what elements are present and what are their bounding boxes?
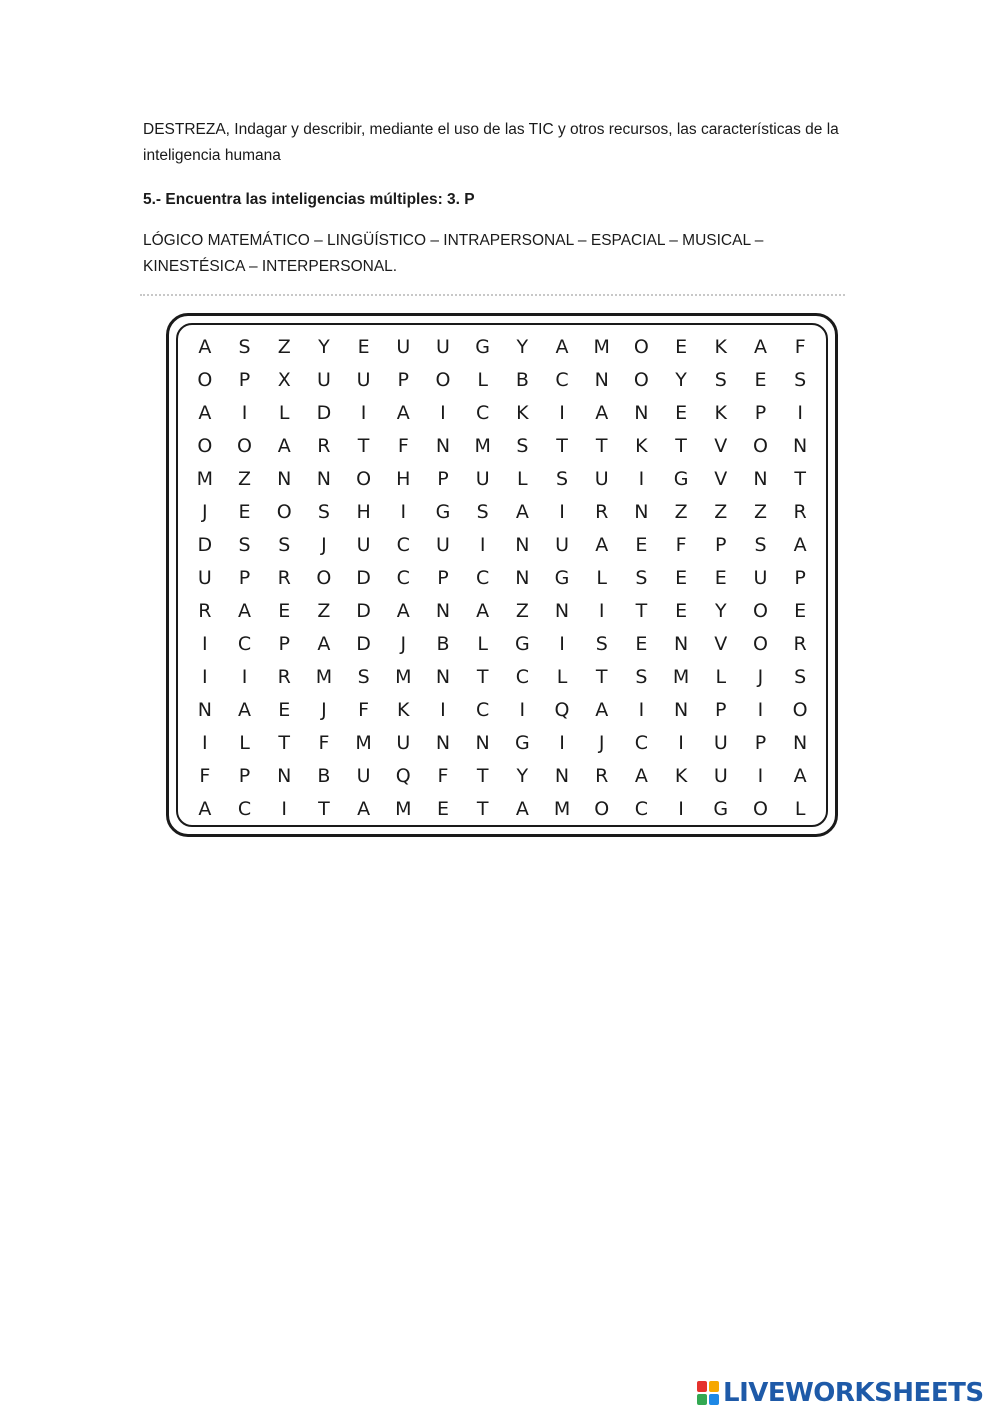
grid-cell[interactable]: A — [793, 764, 807, 787]
grid-cell[interactable]: I — [757, 698, 764, 721]
grid-cell[interactable]: A — [198, 401, 212, 424]
grid-cell[interactable]: A — [515, 500, 529, 523]
grid-cell[interactable]: F — [437, 764, 449, 787]
grid-cell[interactable]: M — [395, 665, 412, 688]
grid-cell[interactable]: O — [594, 797, 610, 820]
grid-cell[interactable]: F — [199, 764, 211, 787]
grid-cell[interactable]: M — [395, 797, 412, 820]
grid-cell[interactable]: F — [358, 698, 370, 721]
grid-cell[interactable]: R — [277, 566, 291, 589]
grid-cell[interactable]: S — [794, 665, 807, 688]
grid-cell[interactable]: J — [321, 698, 327, 721]
grid-cell[interactable]: J — [598, 731, 605, 754]
grid-cell[interactable]: I — [440, 698, 446, 721]
grid-cell[interactable]: R — [793, 632, 807, 655]
grid-cell[interactable]: F — [675, 533, 687, 556]
grid-cell[interactable]: D — [316, 401, 332, 424]
grid-cell[interactable]: A — [515, 797, 529, 820]
grid-cell[interactable]: L — [477, 368, 488, 391]
grid-cell[interactable]: I — [202, 665, 208, 688]
grid-cell[interactable]: C — [634, 731, 649, 754]
grid-cell[interactable]: S — [595, 632, 608, 655]
grid-cell[interactable]: P — [238, 566, 251, 589]
grid-cell[interactable]: J — [400, 632, 407, 655]
grid-cell[interactable]: N — [277, 764, 292, 787]
grid-cell[interactable]: J — [202, 500, 208, 523]
grid-cell[interactable]: P — [238, 764, 251, 787]
grid-cell[interactable]: K — [397, 698, 410, 721]
grid-cell[interactable]: Z — [238, 467, 252, 490]
grid-cell[interactable]: E — [754, 368, 767, 391]
grid-cell[interactable]: N — [554, 764, 570, 787]
liveworksheets-mark-icon — [697, 1381, 719, 1405]
grid-cell[interactable]: I — [797, 401, 803, 424]
grid-cell[interactable]: A — [476, 599, 490, 622]
grid-cell[interactable]: T — [476, 764, 489, 787]
grid-cell[interactable]: R — [595, 500, 609, 523]
grid-cell[interactable]: A — [396, 599, 410, 622]
grid-cell[interactable]: C — [476, 698, 490, 721]
grid-cell[interactable]: A — [595, 698, 609, 721]
word-list: LÓGICO MATEMÁTICO – LINGÜÍSTICO – INTRAPERSONAL – ESPACIAL – MUSICAL – KINESTÉSICA – INTERPERSONAL. — [143, 232, 764, 275]
grid-cell[interactable]: J — [757, 665, 764, 688]
grid-cell[interactable]: I — [440, 401, 446, 424]
grid-cell[interactable]: U — [356, 368, 371, 391]
grid-cell[interactable]: S — [516, 434, 529, 457]
grid-cell[interactable]: Y — [675, 368, 687, 391]
grid-cell[interactable]: S — [238, 533, 251, 556]
grid-cell[interactable]: S — [317, 500, 330, 523]
grid-cell[interactable]: I — [479, 533, 486, 556]
grid-cell[interactable]: E — [675, 566, 688, 589]
grid-cell[interactable]: A — [277, 434, 291, 457]
grid-cell[interactable]: T — [794, 467, 806, 490]
grid-cell[interactable]: L — [517, 467, 528, 490]
grid-cell[interactable]: P — [397, 368, 410, 391]
grid-cell[interactable]: N — [435, 599, 451, 622]
grid-cell[interactable]: C — [555, 368, 569, 391]
grid-cell[interactable]: I — [559, 401, 565, 424]
grid-cell[interactable]: Y — [714, 599, 727, 622]
grid-cell[interactable]: S — [635, 566, 648, 589]
grid-cell[interactable]: O — [752, 797, 768, 820]
grid-cell[interactable]: N — [435, 731, 451, 754]
grid-cell[interactable]: U — [356, 764, 371, 787]
grid-cell[interactable]: I — [241, 665, 248, 688]
grid-cell[interactable]: I — [638, 467, 645, 490]
grid-cell[interactable]: O — [197, 434, 213, 457]
grid-cell[interactable]: U — [436, 335, 450, 358]
grid-cell[interactable]: P — [437, 566, 449, 589]
grid-cell[interactable]: U — [594, 467, 609, 490]
grid-cell[interactable]: P — [238, 368, 251, 391]
grid-cell[interactable]: G — [554, 566, 570, 589]
grid-cell[interactable]: K — [516, 401, 529, 424]
grid-cell[interactable]: T — [357, 434, 370, 457]
grid-cell[interactable]: A — [317, 632, 331, 655]
grid-cell[interactable]: N — [634, 401, 649, 424]
grid-cell[interactable]: A — [357, 797, 371, 820]
grid-cell[interactable]: G — [435, 500, 451, 523]
grid-cell[interactable]: U — [555, 533, 569, 556]
grid-cell[interactable]: E — [635, 533, 648, 556]
grid-cell[interactable]: T — [278, 731, 291, 754]
grid-cell[interactable]: Z — [277, 335, 291, 358]
grid-cell[interactable]: M — [553, 797, 571, 820]
grid-cell[interactable]: F — [794, 335, 806, 358]
grid-cell[interactable]: T — [595, 434, 608, 457]
grid-cell[interactable]: D — [197, 533, 213, 556]
grid-cell[interactable]: B — [317, 764, 331, 787]
grid-cell[interactable]: S — [278, 533, 291, 556]
grid-cell[interactable]: D — [356, 632, 371, 655]
grid-cell[interactable]: P — [437, 467, 449, 490]
grid-cell[interactable]: R — [317, 434, 331, 457]
grid-cell[interactable]: I — [400, 500, 407, 523]
grid-cell[interactable]: I — [638, 698, 645, 721]
grid-cell[interactable]: N — [594, 368, 609, 391]
grid-cell[interactable]: P — [754, 401, 767, 424]
grid-cell[interactable]: L — [556, 665, 568, 688]
logo-square-e — [709, 1394, 719, 1405]
grid-cell[interactable]: E — [675, 401, 688, 424]
grid-cell[interactable]: S — [635, 665, 648, 688]
grid-cell[interactable]: L — [794, 797, 806, 820]
grid-cell[interactable]: N — [793, 434, 808, 457]
grid-cell[interactable]: K — [674, 764, 688, 787]
grid-cell[interactable]: A — [555, 335, 569, 358]
grid-cell[interactable]: M — [196, 467, 214, 490]
grid-cell[interactable]: A — [238, 698, 252, 721]
grid-cell[interactable]: L — [278, 401, 290, 424]
grid-cell[interactable]: K — [635, 434, 648, 457]
logo-square-l — [697, 1381, 707, 1392]
grid-cell[interactable]: P — [715, 533, 727, 556]
grid-cell[interactable]: D — [356, 566, 371, 589]
grid-cell[interactable]: E — [714, 566, 727, 589]
grid-cell[interactable]: C — [476, 566, 490, 589]
grid-cell[interactable]: O — [276, 500, 292, 523]
grid-cell[interactable]: T — [595, 665, 608, 688]
grid-cell[interactable]: V — [714, 434, 728, 457]
grid-cell[interactable]: B — [436, 632, 450, 655]
grid-cell[interactable]: U — [753, 566, 768, 589]
grid-cell[interactable]: N — [316, 467, 332, 490]
grid-cell[interactable]: X — [277, 368, 291, 391]
grid-cell[interactable]: N — [673, 698, 689, 721]
grid-cell[interactable]: N — [475, 731, 490, 754]
grid-cell[interactable]: O — [633, 368, 649, 391]
dotted-separator — [140, 294, 845, 302]
grid-cell[interactable]: J — [321, 533, 327, 556]
grid-cell[interactable]: S — [476, 500, 489, 523]
grid-cell[interactable]: H — [396, 467, 411, 490]
grid-cell[interactable]: M — [355, 731, 372, 754]
grid-cell[interactable]: O — [237, 434, 253, 457]
grid-cell[interactable]: T — [556, 434, 568, 457]
grid-cell[interactable]: M — [315, 665, 333, 688]
logo-square-i — [709, 1381, 719, 1392]
grid-cell[interactable]: C — [396, 533, 410, 556]
grid-cell[interactable]: I — [202, 632, 208, 655]
grid-cell[interactable]: E — [436, 797, 449, 820]
grid-cell[interactable]: T — [476, 665, 489, 688]
grid-cell[interactable]: U — [316, 368, 331, 391]
grid-cell[interactable]: M — [672, 665, 690, 688]
grid-cell[interactable]: F — [318, 731, 330, 754]
grid-cell[interactable]: F — [397, 434, 409, 457]
grid-cell[interactable]: O — [356, 467, 372, 490]
grid-cell[interactable]: N — [673, 632, 689, 655]
grid-cell[interactable]: I — [360, 401, 367, 424]
grid-cell[interactable]: A — [396, 401, 410, 424]
grid-cell[interactable]: S — [556, 467, 569, 490]
grid-cell[interactable]: D — [356, 599, 371, 622]
grid-cell[interactable]: K — [714, 401, 728, 424]
grid-cell[interactable]: E — [794, 599, 807, 622]
grid-cell[interactable]: R — [793, 500, 807, 523]
grid-cell[interactable]: I — [281, 797, 288, 820]
grid-cell[interactable]: A — [238, 599, 252, 622]
grid-cell[interactable]: U — [396, 335, 411, 358]
task-instruction: 5.- Encuentra las inteligencias múltiples: 3. P — [143, 191, 475, 208]
brand-name: LIVEWORKSHEETS — [723, 1378, 984, 1408]
grid-cell[interactable]: I — [598, 599, 605, 622]
grid-cell[interactable]: I — [678, 731, 684, 754]
grid-cell[interactable]: C — [237, 632, 252, 655]
grid-cell[interactable]: Y — [516, 335, 529, 358]
grid-cell[interactable]: L — [596, 566, 608, 589]
grid-cell[interactable]: R — [277, 665, 291, 688]
grid-cell[interactable]: E — [278, 698, 291, 721]
grid-cell[interactable]: G — [514, 731, 530, 754]
grid-cell[interactable]: A — [198, 797, 212, 820]
grid-cell[interactable]: I — [241, 401, 248, 424]
grid-cell[interactable]: N — [435, 434, 451, 457]
grid-cell[interactable]: A — [595, 533, 609, 556]
grid-cell[interactable]: C — [237, 797, 252, 820]
grid-cell[interactable]: O — [316, 566, 332, 589]
grid-cell[interactable]: Z — [515, 599, 529, 622]
grid-cell[interactable]: C — [634, 797, 649, 820]
grid-cell[interactable]: A — [793, 533, 807, 556]
grid-cell[interactable]: N — [515, 566, 530, 589]
grid-cell[interactable]: S — [357, 665, 370, 688]
grid-cell[interactable]: N — [634, 500, 649, 523]
grid-cell[interactable]: E — [635, 632, 648, 655]
grid-cell[interactable]: N — [753, 467, 768, 490]
grid-cell[interactable]: S — [794, 368, 807, 391]
grid-cell[interactable]: M — [474, 434, 491, 457]
grid-cell[interactable]: P — [794, 566, 806, 589]
grid-cell[interactable]: S — [238, 335, 251, 358]
grid-cell[interactable]: Y — [318, 335, 330, 358]
grid-cell[interactable]: T — [476, 797, 489, 820]
grid-cell[interactable]: H — [356, 500, 371, 523]
grid-cell[interactable]: V — [714, 467, 728, 490]
grid-cell[interactable]: O — [435, 368, 451, 391]
liveworksheets-logo — [697, 1376, 984, 1410]
grid-cell[interactable]: Q — [554, 698, 570, 721]
grid-cell[interactable]: L — [715, 665, 727, 688]
grid-cell[interactable]: L — [477, 632, 488, 655]
grid-cell[interactable]: E — [675, 599, 688, 622]
grid-cell[interactable]: I — [757, 764, 764, 787]
grid-cell[interactable]: Q — [395, 764, 411, 787]
grid-cell[interactable]: A — [595, 401, 609, 424]
grid-cell[interactable]: G — [673, 467, 689, 490]
grid-cell[interactable]: Z — [674, 500, 688, 523]
grid-cell[interactable]: O — [752, 434, 768, 457]
grid-cell[interactable]: U — [356, 533, 371, 556]
destreza-text: DESTREZA, Indagar y describir, mediante el uso de las TIC y otros recursos, las características de la inteligencia humana — [143, 121, 839, 164]
grid-cell[interactable]: P — [754, 731, 767, 754]
grid-cell[interactable]: C — [476, 401, 490, 424]
grid-cell[interactable]: A — [198, 335, 212, 358]
grid-cell[interactable]: U — [197, 566, 212, 589]
grid-cell[interactable]: E — [675, 335, 688, 358]
grid-cell[interactable]: V — [714, 632, 728, 655]
grid-cell[interactable]: N — [277, 467, 292, 490]
grid-cell[interactable]: R — [198, 599, 212, 622]
grid-cell[interactable]: N — [435, 665, 451, 688]
grid-cell[interactable]: Z — [753, 500, 767, 523]
grid-cell[interactable]: L — [239, 731, 250, 754]
word-search-grid[interactable] — [185, 330, 820, 825]
grid-cell[interactable]: C — [396, 566, 410, 589]
grid-cell[interactable]: G — [713, 797, 729, 820]
grid-cell[interactable]: I — [202, 731, 208, 754]
grid-cell[interactable]: B — [515, 368, 529, 391]
grid-cell[interactable]: S — [714, 368, 727, 391]
grid-cell[interactable]: O — [752, 632, 768, 655]
grid-cell[interactable]: E — [278, 599, 291, 622]
grid-cell[interactable]: I — [559, 632, 565, 655]
grid-cell[interactable]: E — [238, 500, 251, 523]
grid-cell[interactable]: U — [396, 731, 411, 754]
grid-cell[interactable]: U — [713, 764, 728, 787]
grid-cell[interactable]: I — [678, 797, 684, 820]
grid-cell[interactable]: T — [635, 599, 648, 622]
grid-cell[interactable]: O — [633, 335, 649, 358]
grid-cell[interactable]: G — [514, 632, 530, 655]
grid-cell[interactable]: C — [515, 665, 529, 688]
grid-cell[interactable]: T — [318, 797, 330, 820]
grid-cell[interactable]: M — [593, 335, 610, 358]
grid-cell[interactable]: N — [197, 698, 212, 721]
grid-cell[interactable]: S — [754, 533, 767, 556]
grid-cell[interactable]: N — [554, 599, 570, 622]
grid-cell[interactable]: A — [634, 764, 648, 787]
grid-cell[interactable]: Z — [317, 599, 331, 622]
grid-cell[interactable]: A — [753, 335, 767, 358]
grid-cell[interactable]: Y — [516, 764, 529, 787]
logo-square-v — [697, 1394, 707, 1405]
grid-cell[interactable]: R — [595, 764, 609, 787]
grid-cell[interactable]: Z — [714, 500, 728, 523]
grid-cell[interactable]: N — [515, 533, 530, 556]
grid-cell[interactable]: U — [475, 467, 490, 490]
grid-cell[interactable]: G — [475, 335, 491, 358]
grid-cell[interactable]: P — [715, 698, 727, 721]
grid-cell[interactable]: O — [792, 698, 808, 721]
grid-cell[interactable]: I — [519, 698, 526, 721]
grid-cell[interactable]: O — [197, 368, 213, 391]
grid-cell[interactable]: U — [436, 533, 450, 556]
grid-cell[interactable]: I — [559, 731, 565, 754]
grid-cell[interactable]: T — [675, 434, 687, 457]
grid-cell[interactable]: O — [752, 599, 768, 622]
grid-cell[interactable]: I — [559, 500, 565, 523]
grid-cell[interactable]: E — [357, 335, 370, 358]
grid-cell[interactable]: U — [713, 731, 728, 754]
grid-cell[interactable]: P — [278, 632, 290, 655]
grid-cell[interactable]: N — [793, 731, 808, 754]
grid-cell[interactable]: K — [714, 335, 728, 358]
